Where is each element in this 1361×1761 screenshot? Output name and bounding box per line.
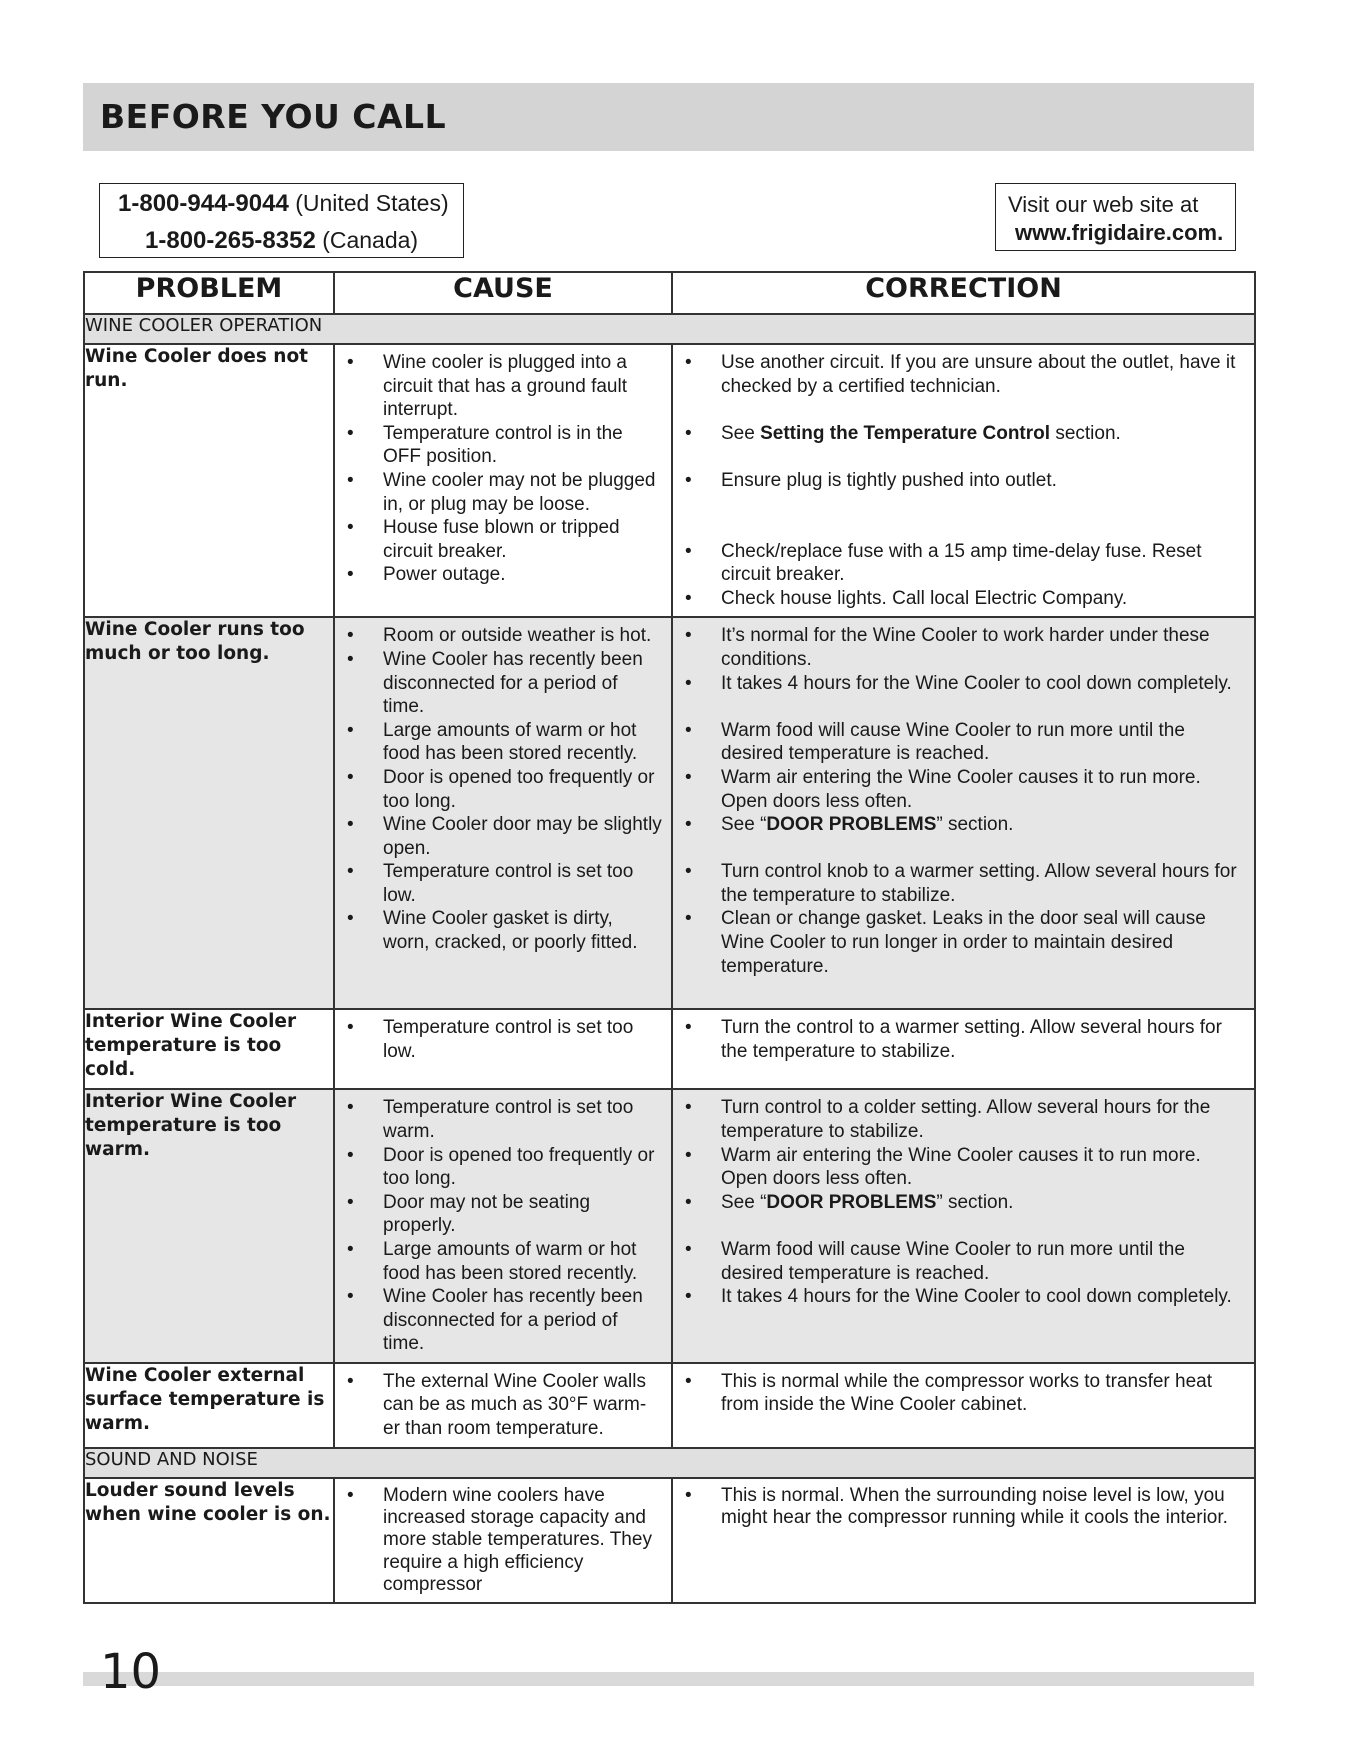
list-item: • Large amounts of warm or hot food has been stored recently. (347, 1238, 663, 1285)
us-phone-number: 1-800-944-9044 (118, 190, 289, 217)
section-title: SOUND AND NOISE (84, 1448, 1255, 1478)
canada-phone-line (145, 227, 418, 255)
page-number: 10 (100, 1644, 162, 1700)
cause-cell (334, 344, 672, 617)
list-item: • Wine cooler is plugged into a circuit that has a ground fault interrupt. (347, 351, 663, 422)
section-row (84, 1448, 1255, 1478)
list-item: • Use another circuit. If you are unsure about the outlet, have it checked by a certified technician. (685, 351, 1246, 398)
list-item: • Warm food will cause Wine Cooler to run more until the desired temperature is reached. (685, 1238, 1246, 1285)
list-item: • House fuse blown or tripped circuit breaker. (347, 516, 663, 563)
section-row (84, 314, 1255, 344)
cause-cell (334, 1363, 672, 1448)
website-box (995, 183, 1236, 251)
us-phone-label: (United States) (295, 190, 449, 216)
list-item: • Modern wine coolers have increased storage capacity and more stable temperatures. They require a high efficiency compressor (347, 1485, 663, 1596)
list-item: • Check/replace fuse with a 15 amp time-delay fuse. Reset circuit breaker. (685, 540, 1246, 587)
list-item: • Wine Cooler gasket is dirty, worn, cracked, or poorly fitted. (347, 907, 663, 954)
correction-cell (672, 1363, 1255, 1448)
cause-cell (334, 1089, 672, 1363)
list-item: • Ensure plug is tightly pushed into outlet. (685, 469, 1246, 493)
problem-cell: Interior Wine Cooler temperature is too cold. (84, 1009, 334, 1089)
correction-cell (672, 1089, 1255, 1363)
correction-cell (672, 1478, 1255, 1603)
troubleshooting-table (83, 271, 1256, 1604)
website-intro: Visit our web site at (1008, 192, 1199, 217)
list-item: • Clean or change gasket. Leaks in the door seal will cause Wine Cooler to run longer in order to maintain desired temperature. (685, 907, 1246, 978)
page-title: BEFORE YOU CALL (100, 97, 447, 136)
list-item: • Wine Cooler door may be slightly open. (347, 813, 663, 860)
emphasis-text: DOOR PROBLEMS (766, 1191, 937, 1213)
list-item: • Temperature control is in the OFF position. (347, 422, 663, 469)
list-item: • Warm food will cause Wine Cooler to run more until the desired temperature is reached. (685, 719, 1246, 766)
correction-cell (672, 344, 1255, 617)
footer-rule (83, 1672, 1254, 1686)
emphasis-text: DOOR PROBLEMS (766, 814, 937, 836)
us-phone-line (118, 190, 449, 218)
table-header-row (84, 272, 1255, 314)
list-item: • It takes 4 hours for the Wine Cooler to cool down completely. (685, 672, 1246, 696)
list-item: • Temperature control is set too low. (347, 860, 663, 907)
list-item: • Large amounts of warm or hot food has been stored recently. (347, 719, 663, 766)
column-header-cause: CAUSE (334, 272, 672, 314)
list-item: • Room or outside weather is hot. (347, 624, 663, 648)
header-band (83, 83, 1254, 151)
cause-cell (334, 617, 672, 1009)
phone-numbers-box (99, 183, 464, 258)
list-item: • Wine Cooler has recently been disconnected for a period of time. (347, 648, 663, 719)
list-item: • It’s normal for the Wine Cooler to work harder under these conditions. (685, 624, 1246, 671)
problem-cell: Louder sound levels when wine cooler is on. (84, 1478, 334, 1603)
list-item: • Power outage. (347, 563, 663, 587)
list-item: • Turn control knob to a warmer setting. Allow several hours for the temperature to stabilize. (685, 860, 1246, 907)
list-item: • Wine cooler may not be plugged in, or plug may be loose. (347, 469, 663, 516)
list-item: • See “DOOR PROBLEMS” section. (685, 1191, 1246, 1215)
canada-phone-number: 1-800-265-8352 (145, 227, 316, 254)
correction-cell (672, 1009, 1255, 1089)
emphasis-text: Setting the Temperature Control (760, 422, 1051, 444)
list-item: • Door is opened too frequently or too long. (347, 1144, 663, 1191)
list-item: • See “DOOR PROBLEMS” section. (685, 813, 1246, 837)
problem-cell: Wine Cooler does not run. (84, 344, 334, 617)
list-item: • Door is opened too frequently or too long. (347, 766, 663, 813)
list-item: • Turn control to a colder setting. Allow several hours for the temperature to stabilize. (685, 1096, 1246, 1143)
problem-cell: Wine Cooler external surface temperature is warm. (84, 1363, 334, 1448)
section-title: WINE COOLER OPERATION (84, 314, 1255, 344)
cause-cell (334, 1009, 672, 1089)
table-row (84, 1478, 1255, 1603)
list-item: • It takes 4 hours for the Wine Cooler to cool down completely. (685, 1285, 1246, 1309)
table-row (84, 617, 1255, 1009)
column-header-problem: PROBLEM (84, 272, 334, 314)
list-item: • This is normal. When the surrounding noise level is low, you might hear the compressor running while it cools the interior. (685, 1485, 1246, 1530)
list-item: • The external Wine Cooler walls can be as much as 30°F warm-er than room temperature. (347, 1370, 663, 1441)
correction-cell (672, 617, 1255, 1009)
table-row (84, 1009, 1255, 1089)
list-item: • Temperature control is set too low. (347, 1016, 663, 1063)
problem-cell: Interior Wine Cooler temperature is too warm. (84, 1089, 334, 1363)
column-header-correction: CORRECTION (672, 272, 1255, 314)
list-item: • See Setting the Temperature Control section. (685, 422, 1246, 446)
list-item: • Turn the control to a warmer setting. Allow several hours for the temperature to stabilize. (685, 1016, 1246, 1063)
table-row (84, 344, 1255, 617)
list-item: • Wine Cooler has recently been disconnected for a period of time. (347, 1285, 663, 1356)
canada-phone-label: (Canada) (322, 227, 419, 253)
table-row (84, 1089, 1255, 1363)
website-link[interactable]: www.frigidaire.com. (1015, 220, 1224, 245)
problem-cell: Wine Cooler runs too much or too long. (84, 617, 334, 1009)
list-item: • Warm air entering the Wine Cooler causes it to run more. Open doors less often. (685, 766, 1246, 813)
list-item: • Door may not be seating properly. (347, 1191, 663, 1238)
list-item: • Temperature control is set too warm. (347, 1096, 663, 1143)
list-item: • This is normal while the compressor works to transfer heat from inside the Wine Cooler cabinet. (685, 1370, 1246, 1417)
cause-cell (334, 1478, 672, 1603)
table-row (84, 1363, 1255, 1448)
list-item: • Check house lights. Call local Electric Company. (685, 587, 1246, 611)
list-item: • Warm air entering the Wine Cooler causes it to run more. Open doors less often. (685, 1144, 1246, 1191)
